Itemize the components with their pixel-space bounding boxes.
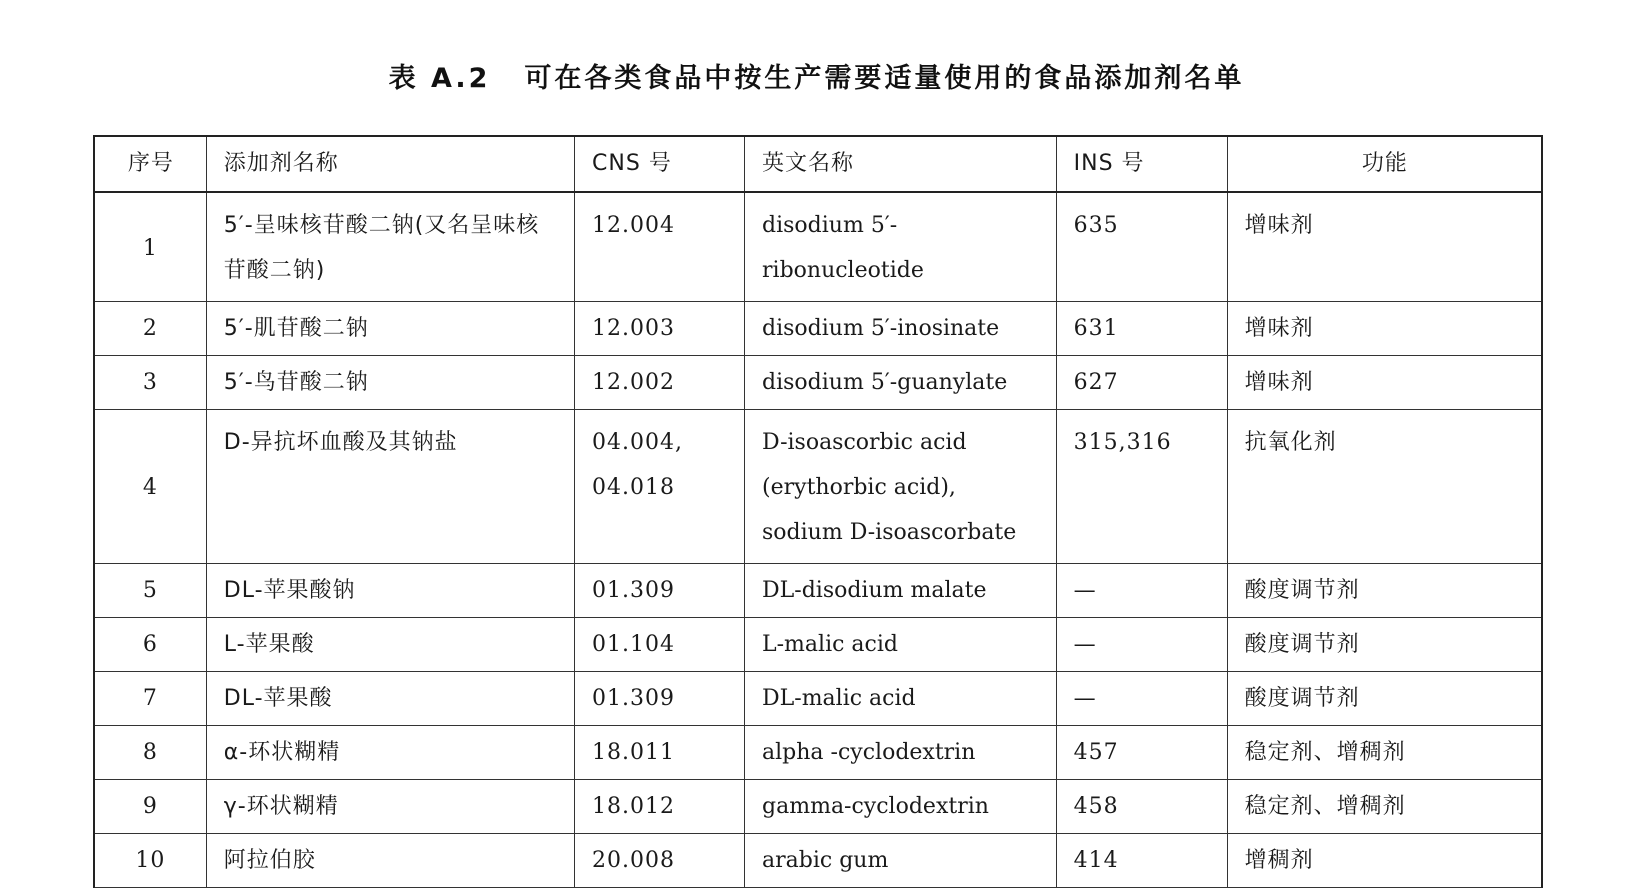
table-row: [94, 726, 1542, 780]
cell-seq: 9: [94, 780, 206, 834]
cell-seq: 8: [94, 726, 206, 780]
cell-seq: 3: [94, 356, 206, 410]
cell-cns: 01.309: [575, 672, 745, 726]
cell-ins: —: [1056, 672, 1227, 726]
header-name: 添加剂名称: [206, 136, 574, 192]
table-title-label: 表 A.2: [388, 63, 491, 94]
cell-seq: 4: [94, 410, 206, 564]
cell-name: DL-苹果酸钠: [206, 564, 574, 618]
cell-name: γ-环状糊精: [206, 780, 574, 834]
cell-seq: 5: [94, 564, 206, 618]
cell-function: 增味剂: [1227, 302, 1542, 356]
cell-function: 稳定剂、增稠剂: [1227, 780, 1542, 834]
header-function: 功能: [1227, 136, 1542, 192]
cell-english: disodium 5′-ribonucleotide: [745, 192, 1057, 302]
cell-cns: 04.004, 04.018: [575, 410, 745, 564]
cell-function: 稳定剂、增稠剂: [1227, 726, 1542, 780]
table-row: [94, 410, 1542, 564]
cell-cns: 01.104: [575, 618, 745, 672]
table-header-row: [94, 136, 1542, 192]
cell-cns: 12.002: [575, 356, 745, 410]
cell-english: DL-malic acid: [745, 672, 1057, 726]
cell-ins: —: [1056, 564, 1227, 618]
cell-ins: 458: [1056, 780, 1227, 834]
cell-cns: 18.011: [575, 726, 745, 780]
cell-name: 5′-肌苷酸二钠: [206, 302, 574, 356]
cell-function: 增稠剂: [1227, 834, 1542, 888]
cell-name: DL-苹果酸: [206, 672, 574, 726]
cell-ins: 627: [1056, 356, 1227, 410]
table-row: [94, 834, 1542, 888]
cell-english: gamma-cyclodextrin: [745, 780, 1057, 834]
cell-name: α-环状糊精: [206, 726, 574, 780]
additives-table: [93, 135, 1543, 888]
cell-function: 增味剂: [1227, 356, 1542, 410]
cell-english: disodium 5′-guanylate: [745, 356, 1057, 410]
cell-name: 阿拉伯胶: [206, 834, 574, 888]
cell-ins: 315,316: [1056, 410, 1227, 564]
cell-english: alpha -cyclodextrin: [745, 726, 1057, 780]
cell-english: disodium 5′-inosinate: [745, 302, 1057, 356]
table-row: [94, 618, 1542, 672]
table-row: [94, 780, 1542, 834]
cell-cns: 01.309: [575, 564, 745, 618]
cell-ins: 635: [1056, 192, 1227, 302]
cell-name: D-异抗坏血酸及其钠盐: [206, 410, 574, 564]
cell-english: arabic gum: [745, 834, 1057, 888]
table-title-text: 可在各类食品中按生产需要适量使用的食品添加剂名单: [524, 63, 1245, 94]
cell-function: 酸度调节剂: [1227, 564, 1542, 618]
cell-seq: 1: [94, 192, 206, 302]
header-english: 英文名称: [745, 136, 1057, 192]
cell-ins: 414: [1056, 834, 1227, 888]
cell-cns: 12.004: [575, 192, 745, 302]
cell-english: DL-disodium malate: [745, 564, 1057, 618]
cell-cns: 18.012: [575, 780, 745, 834]
table-row: [94, 356, 1542, 410]
cell-ins: 631: [1056, 302, 1227, 356]
cell-function: 增味剂: [1227, 192, 1542, 302]
cell-name: 5′-呈味核苷酸二钠(又名呈味核苷酸二钠): [206, 192, 574, 302]
cell-seq: 2: [94, 302, 206, 356]
header-cns: CNS 号: [575, 136, 745, 192]
cell-name: L-苹果酸: [206, 618, 574, 672]
cell-ins: —: [1056, 618, 1227, 672]
cell-name: 5′-鸟苷酸二钠: [206, 356, 574, 410]
table-row: [94, 192, 1542, 302]
table-row: [94, 302, 1542, 356]
header-seq: 序号: [94, 136, 206, 192]
table-row: [94, 564, 1542, 618]
cell-function: 酸度调节剂: [1227, 672, 1542, 726]
cell-function: 抗氧化剂: [1227, 410, 1542, 564]
cell-english: L-malic acid: [745, 618, 1057, 672]
cell-function: 酸度调节剂: [1227, 618, 1542, 672]
cell-seq: 6: [94, 618, 206, 672]
cell-english: D-isoascorbic acid (erythorbic acid), sodium D-isoascorbate: [745, 410, 1057, 564]
cell-cns: 20.008: [575, 834, 745, 888]
table-title: [0, 56, 1633, 95]
cell-seq: 10: [94, 834, 206, 888]
cell-cns: 12.003: [575, 302, 745, 356]
cell-seq: 7: [94, 672, 206, 726]
table-row: [94, 672, 1542, 726]
cell-ins: 457: [1056, 726, 1227, 780]
header-ins: INS 号: [1056, 136, 1227, 192]
